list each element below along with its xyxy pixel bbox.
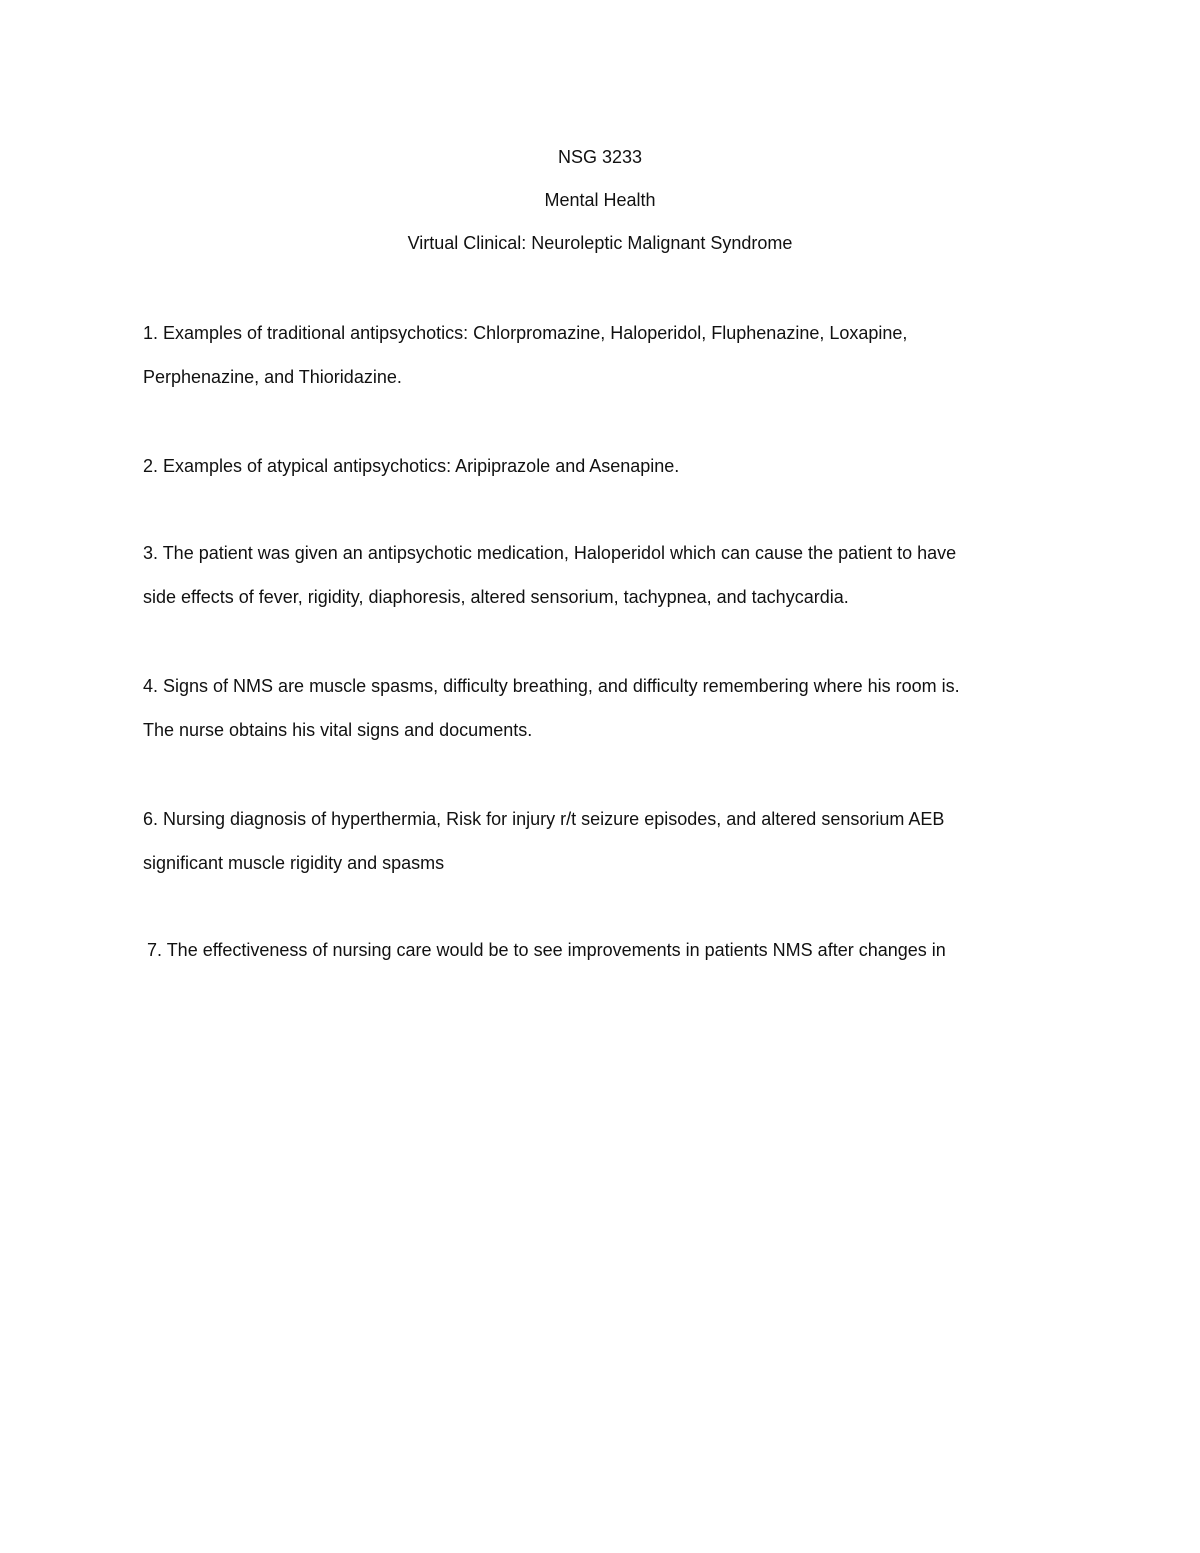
answer-1-line-1: 1. Examples of traditional antipsychotics: Chlorpromazine, Haloperidol, Fluphenazine, Loxapine,: [143, 323, 908, 343]
answer-4-line-2: The nurse obtains his vital signs and documents.: [143, 720, 533, 740]
answer-3-line-2: side effects of fever, rigidity, diaphoresis, altered sensorium, tachypnea, and tachycardia.: [143, 587, 849, 607]
answer-6: [143, 797, 1053, 885]
document-title: Virtual Clinical: Neuroleptic Malignant Syndrome: [407, 233, 793, 253]
answer-3: [143, 531, 1053, 619]
course-code: NSG 3233: [557, 147, 643, 167]
answer-6-line-2: significant muscle rigidity and spasms: [143, 853, 445, 873]
answer-3-line-1: 3. The patient was given an antipsychotic medication, Haloperidol which can cause the patient to have: [143, 543, 957, 563]
answer-4: [143, 664, 1053, 752]
answer-2: [143, 444, 1053, 488]
answer-1: [143, 311, 1053, 399]
answer-6-line-1: 6. Nursing diagnosis of hyperthermia, Risk for injury r/t seizure episodes, and altered sensorium AEB: [143, 809, 945, 829]
course-subject: Mental Health: [544, 190, 656, 210]
answer-4-line-1: 4. Signs of NMS are muscle spasms, difficulty breathing, and difficulty remembering where his room is.: [143, 676, 960, 696]
answer-1-line-2: Perphenazine, and Thioridazine.: [143, 367, 402, 387]
answer-7-line-1: 7. The effectiveness of nursing care would be to see improvements in patients NMS after changes in: [147, 940, 946, 960]
answer-7: [147, 928, 1057, 972]
answer-2-line-1: 2. Examples of atypical antipsychotics: Aripiprazole and Asenapine.: [143, 456, 680, 476]
